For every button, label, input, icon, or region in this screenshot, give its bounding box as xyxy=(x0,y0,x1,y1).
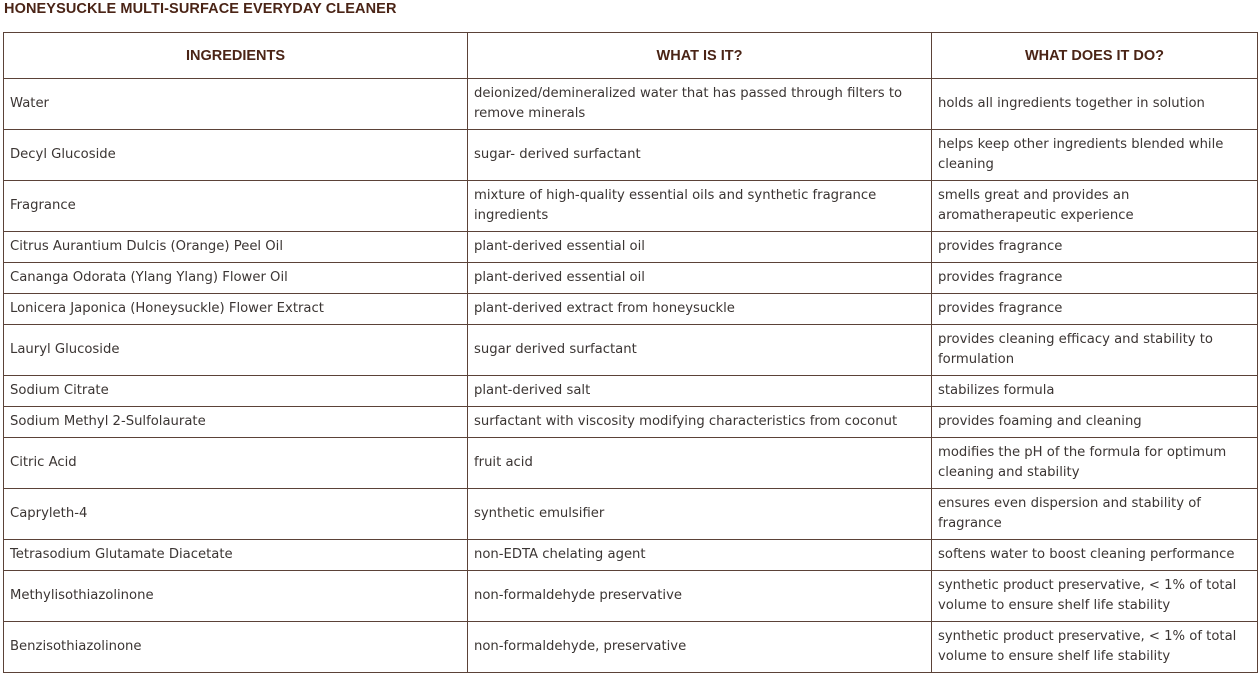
table-row xyxy=(4,232,1258,263)
ingredient-cell: Citric Acid xyxy=(4,438,468,489)
table-row xyxy=(4,438,1258,489)
what-is-it-cell: fruit acid xyxy=(468,438,932,489)
what-is-it-cell: plant-derived salt xyxy=(468,376,932,407)
what-does-it-do-cell: softens water to boost cleaning performance xyxy=(932,540,1258,571)
what-does-it-do-cell: provides fragrance xyxy=(932,232,1258,263)
ingredient-cell: Cananga Odorata (Ylang Ylang) Flower Oil xyxy=(4,263,468,294)
ingredient-cell: Benzisothiazolinone xyxy=(4,622,468,673)
what-does-it-do-cell: holds all ingredients together in solution xyxy=(932,79,1258,130)
what-does-it-do-cell: stabilizes formula xyxy=(932,376,1258,407)
what-is-it-cell: sugar derived surfactant xyxy=(468,325,932,376)
what-does-it-do-cell: provides fragrance xyxy=(932,294,1258,325)
what-does-it-do-cell: synthetic product preservative, < 1% of total volume to ensure shelf life stability xyxy=(932,571,1258,622)
table-row xyxy=(4,540,1258,571)
ingredient-cell: Decyl Glucoside xyxy=(4,130,468,181)
what-does-it-do-cell: smells great and provides an aromatherapeutic experience xyxy=(932,181,1258,232)
table-row xyxy=(4,79,1258,130)
column-header-what-is-it: WHAT IS IT? xyxy=(468,33,932,79)
what-is-it-cell: plant-derived extract from honeysuckle xyxy=(468,294,932,325)
ingredient-cell: Lauryl Glucoside xyxy=(4,325,468,376)
what-is-it-cell: mixture of high-quality essential oils and synthetic fragrance ingredients xyxy=(468,181,932,232)
table-row xyxy=(4,181,1258,232)
table-row xyxy=(4,489,1258,540)
what-does-it-do-cell: synthetic product preservative, < 1% of total volume to ensure shelf life stability xyxy=(932,622,1258,673)
table-row xyxy=(4,294,1258,325)
what-is-it-cell: non-formaldehyde, preservative xyxy=(468,622,932,673)
table-row xyxy=(4,622,1258,673)
column-header-ingredients: INGREDIENTS xyxy=(4,33,468,79)
what-is-it-cell: non-EDTA chelating agent xyxy=(468,540,932,571)
ingredient-cell: Methylisothiazolinone xyxy=(4,571,468,622)
what-is-it-cell: sugar- derived surfactant xyxy=(468,130,932,181)
what-does-it-do-cell: provides foaming and cleaning xyxy=(932,407,1258,438)
ingredient-cell: Sodium Citrate xyxy=(4,376,468,407)
table-header-row xyxy=(4,33,1258,79)
page-title: HONEYSUCKLE MULTI-SURFACE EVERYDAY CLEANER xyxy=(4,1,397,17)
ingredient-cell: Tetrasodium Glutamate Diacetate xyxy=(4,540,468,571)
ingredient-cell: Fragrance xyxy=(4,181,468,232)
what-is-it-cell: plant-derived essential oil xyxy=(468,232,932,263)
what-does-it-do-cell: ensures even dispersion and stability of fragrance xyxy=(932,489,1258,540)
what-is-it-cell: synthetic emulsifier xyxy=(468,489,932,540)
table-row xyxy=(4,263,1258,294)
what-does-it-do-cell: helps keep other ingredients blended while cleaning xyxy=(932,130,1258,181)
table-row xyxy=(4,376,1258,407)
column-header-what-does-it-do: WHAT DOES IT DO? xyxy=(932,33,1258,79)
table-row xyxy=(4,325,1258,376)
ingredient-cell: Lonicera Japonica (Honeysuckle) Flower Extract xyxy=(4,294,468,325)
what-is-it-cell: non-formaldehyde preservative xyxy=(468,571,932,622)
what-does-it-do-cell: modifies the pH of the formula for optimum cleaning and stability xyxy=(932,438,1258,489)
ingredient-cell: Citrus Aurantium Dulcis (Orange) Peel Oil xyxy=(4,232,468,263)
ingredient-cell: Sodium Methyl 2-Sulfolaurate xyxy=(4,407,468,438)
table-row xyxy=(4,407,1258,438)
table-row xyxy=(4,130,1258,181)
table-row xyxy=(4,571,1258,622)
ingredient-cell: Capryleth-4 xyxy=(4,489,468,540)
what-is-it-cell: plant-derived essential oil xyxy=(468,263,932,294)
ingredients-table xyxy=(3,32,1258,673)
what-is-it-cell: surfactant with viscosity modifying characteristics from coconut xyxy=(468,407,932,438)
ingredient-cell: Water xyxy=(4,79,468,130)
what-does-it-do-cell: provides fragrance xyxy=(932,263,1258,294)
what-is-it-cell: deionized/demineralized water that has passed through filters to remove minerals xyxy=(468,79,932,130)
what-does-it-do-cell: provides cleaning efficacy and stability to formulation xyxy=(932,325,1258,376)
